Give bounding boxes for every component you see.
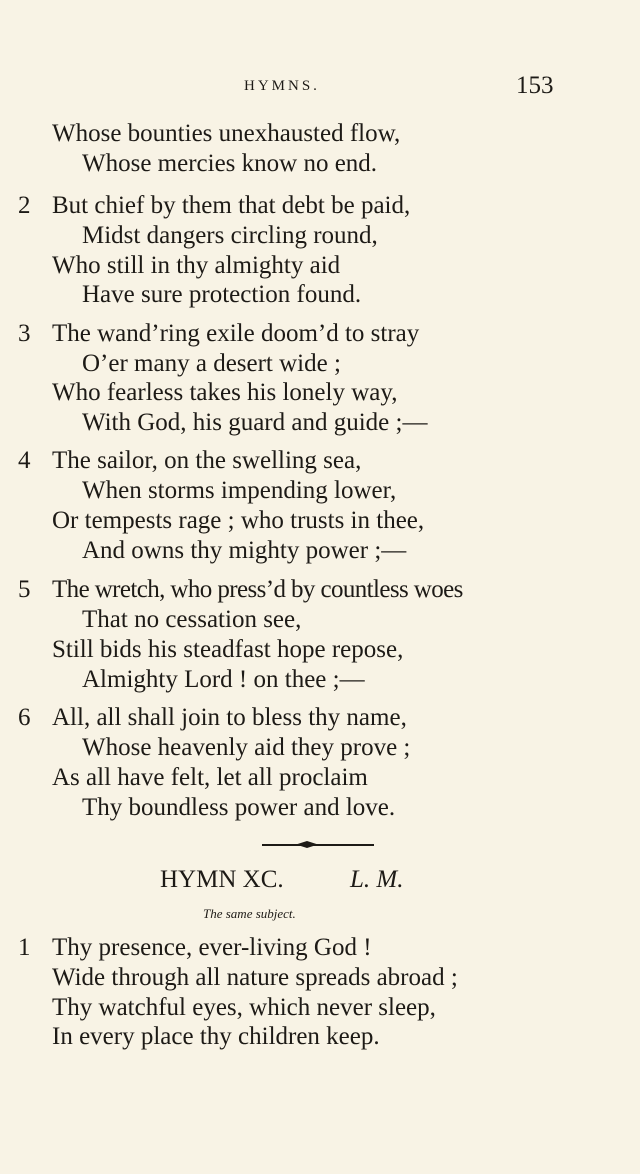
- verse-line: The wand’ring exile doom’d to stray: [52, 320, 420, 347]
- stanza-number: 4: [18, 447, 31, 474]
- verse-line: In every place thy children keep.: [52, 1023, 380, 1050]
- verse-line: The sailor, on the swelling sea,: [52, 447, 362, 474]
- verse-line: Who still in thy almighty aid: [52, 252, 341, 279]
- verse-line: Or tempests rage ; who trusts in thee,: [52, 507, 425, 534]
- stanza-number: 6: [18, 704, 31, 731]
- verse-line: With God, his guard and guide ;—: [82, 409, 428, 436]
- hymn-subtitle: The same subject.: [203, 906, 296, 921]
- verse-line: Almighty Lord ! on thee ;—: [82, 666, 365, 693]
- stanza-number: 1: [18, 934, 31, 961]
- hymn-title: HYMN XC.: [160, 866, 284, 893]
- verse-line: All, all shall join to bless thy name,: [52, 704, 407, 731]
- verse-line: When storms impending lower,: [82, 477, 397, 504]
- verse-line: That no cessation see,: [82, 606, 302, 633]
- divider-diamond-ornament: [296, 841, 318, 848]
- hymn-meter: L. M.: [350, 866, 404, 893]
- verse-line: The wretch, who press’d by countless woes: [52, 576, 463, 603]
- stanza-number: 2: [18, 192, 31, 219]
- verse-line: Whose mercies know no end.: [82, 150, 378, 177]
- verse-line: Thy boundless power and love.: [82, 794, 396, 821]
- ornamental-divider: [262, 840, 374, 850]
- running-title: HYMNS.: [244, 78, 320, 94]
- stanza-number: 3: [18, 320, 31, 347]
- running-head: [0, 72, 640, 102]
- verse-line: Whose bounties unexhausted flow,: [52, 120, 401, 147]
- verse-line: Thy presence, ever-living God !: [52, 934, 372, 961]
- verse-line: Thy watchful eyes, which never sleep,: [52, 994, 436, 1021]
- page-number: 153: [516, 72, 554, 99]
- verse-line: Midst dangers circling round,: [82, 222, 378, 249]
- verse-line: Who fearless takes his lonely way,: [52, 379, 398, 406]
- verse-line: But chief by them that debt be paid,: [52, 192, 411, 219]
- verse-line: As all have felt, let all proclaim: [52, 764, 368, 791]
- verse-line: Whose heavenly aid they prove ;: [82, 734, 411, 761]
- verse-line: Wide through all nature spreads abroad ;: [52, 964, 458, 991]
- verse-line: Have sure protection found.: [82, 281, 362, 308]
- divider-rule: [262, 844, 374, 846]
- stanza-number: 5: [18, 576, 31, 603]
- verse-line: O’er many a desert wide ;: [82, 350, 341, 377]
- verse-line: And owns thy mighty power ;—: [82, 537, 407, 564]
- verse-line: Still bids his steadfast hope repose,: [52, 636, 404, 663]
